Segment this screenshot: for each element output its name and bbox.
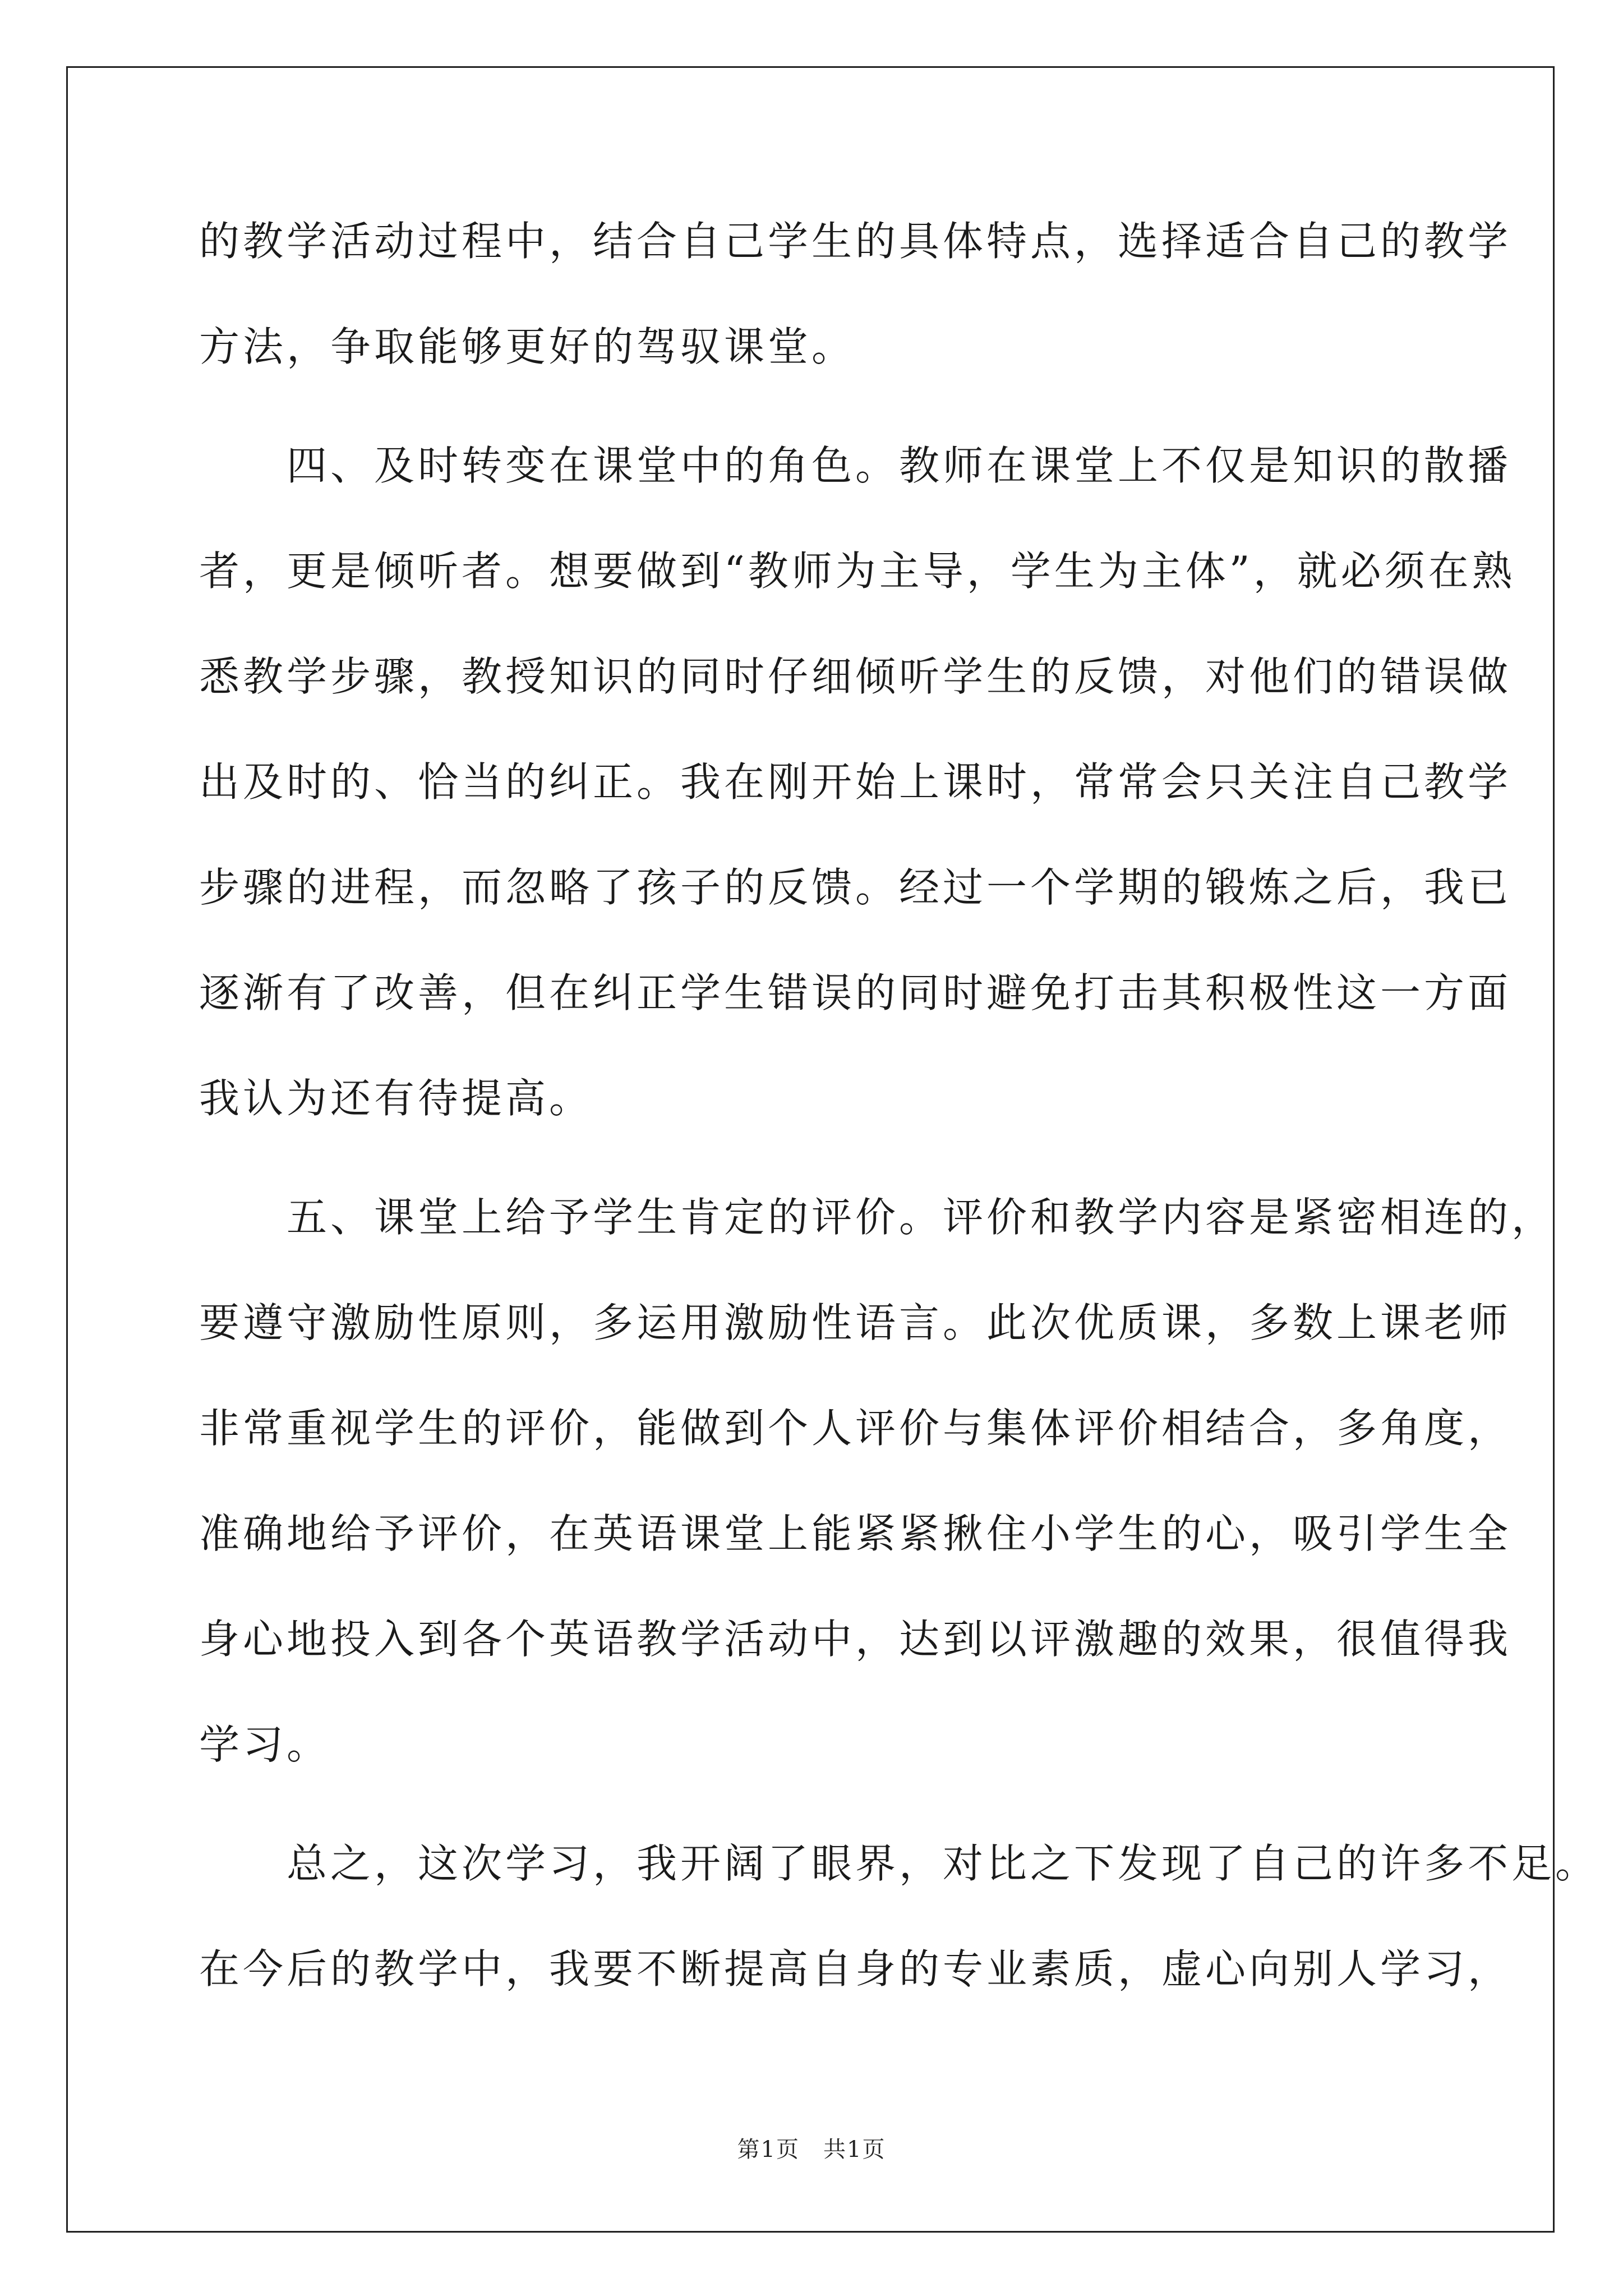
- text-line: 出及时的、恰当的纠正。我在刚开始上课时，常常会只关注自己教学: [199, 758, 1512, 806]
- text-line: 的教学活动过程中，结合自己学生的具体特点，选择适合自己的教学: [199, 218, 1512, 265]
- text-line: 身心地投入到各个英语教学活动中，达到以评激趣的效果，很值得我: [199, 1616, 1512, 1663]
- text-line: 者，更是倾听者。想要做到“教师为主导，学生为主体”，就必须在熟: [199, 547, 1516, 595]
- page-number-footer: 第1页 共1页: [737, 2137, 886, 2162]
- text-line: 非常重视学生的评价，能做到个人评价与集体评价相结合，多角度，: [199, 1405, 1512, 1452]
- text-line: 步骤的进程，而忽略了孩子的反馈。经过一个学期的锻炼之后，我已: [199, 864, 1512, 911]
- text-line: 五、课堂上给予学生肯定的评价。评价和教学内容是紧密相连的，: [199, 1194, 1556, 1241]
- text-line: 我认为还有待提高。: [199, 1075, 593, 1122]
- text-line: 逐渐有了改善，但在纠正学生错误的同时避免打击其积极性这一方面: [199, 969, 1512, 1016]
- text-line: 悉教学步骤，教授知识的同时仔细倾听学生的反馈，对他们的错误做: [199, 653, 1512, 700]
- text-line: 准确地给予评价，在英语课堂上能紧紧揪住小学生的心，吸引学生全: [199, 1510, 1512, 1557]
- text-line: 在今后的教学中，我要不断提高自身的专业素质，虚心向别人学习，: [199, 1945, 1512, 1993]
- page-border: [66, 66, 1555, 2233]
- text-line: 学习。: [199, 1721, 331, 1768]
- text-line: 要遵守激励性原则，多运用激励性语言。此次优质课，多数上课老师: [199, 1299, 1512, 1346]
- text-line: 四、及时转变在课堂中的角色。教师在课堂上不仅是知识的散播: [199, 442, 1512, 489]
- text-line: 总之，这次学习，我开阔了眼界，对比之下发现了自己的许多不足。: [199, 1840, 1599, 1887]
- text-line: 方法，争取能够更好的驾驭课堂。: [199, 323, 856, 370]
